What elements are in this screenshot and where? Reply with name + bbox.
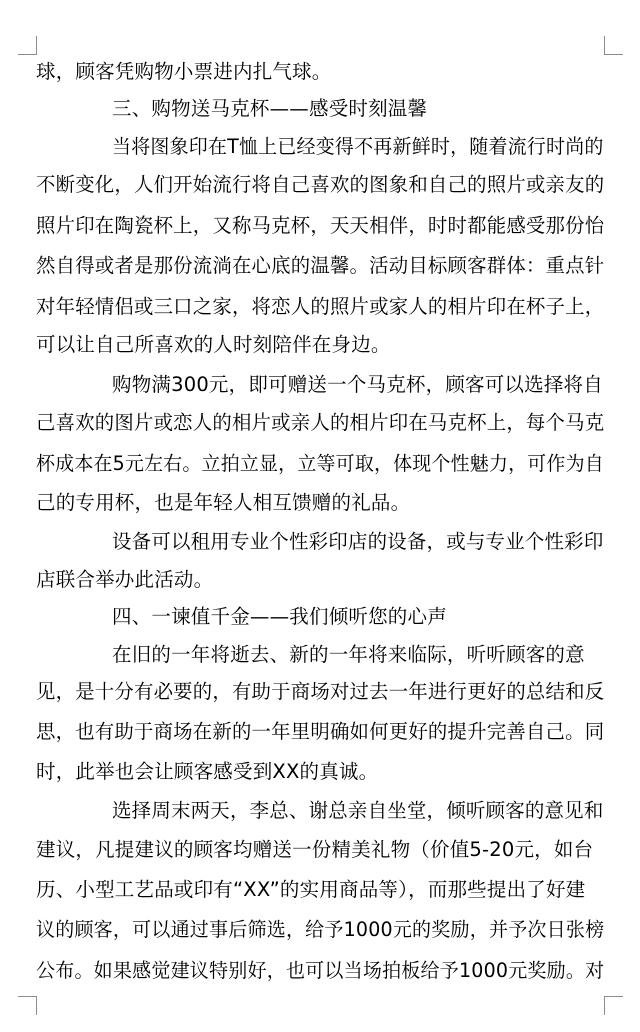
text-line: 店联合举办此活动。 bbox=[36, 568, 214, 591]
text-line: 时，此举也会让顾客感受到XX的真诚。 bbox=[36, 760, 379, 783]
crop-mark-bottom-right bbox=[604, 996, 623, 1015]
crop-mark-top-left bbox=[18, 36, 37, 55]
text-line: 不断变化，人们开始流行将自己喜欢的图象和自己的照片或亲友的 bbox=[36, 173, 605, 196]
section-heading: 四、一谏值千金——我们倾听您的心声 bbox=[112, 605, 447, 628]
text-line: 购物满300元，即可赠送一个马克杯，顾客可以选择将自 bbox=[112, 373, 603, 396]
text-line: 照片印在陶瓷杯上，又称马克杯，天天相伴，时时都能感受那份怡 bbox=[36, 214, 605, 237]
crop-mark-bottom-left bbox=[18, 996, 37, 1015]
text-line: 建议，凡提建议的顾客均赠送一份精美礼物（价值5-20元，如台 bbox=[36, 838, 594, 861]
text-line: 可以让自己所喜欢的人时刻陪伴在身边。 bbox=[36, 333, 391, 356]
text-line: 当将图象印在T恤上已经变得不再新鲜时，随着流行时尚的 bbox=[112, 135, 604, 158]
text-line: 己的专用杯，也是年轻人相互馈赠的礼品。 bbox=[36, 491, 411, 514]
text-line: 议的顾客，可以通过事后筛选，给予1000元的奖励，并予次日张榜 bbox=[36, 918, 605, 941]
text-line: 设备可以租用专业个性彩印店的设备，或与专业个性彩印 bbox=[112, 530, 604, 553]
text-line: 思，也有助于商场在新的一年里明确如何更好的提升完善自己。同 bbox=[36, 720, 605, 743]
text-line: 选择周末两天，李总、谢总亲自坐堂，倾听顾客的意见和 bbox=[112, 799, 604, 822]
section-heading: 三、购物送马克杯——感受时刻温馨 bbox=[112, 97, 428, 120]
text-line: 球，顾客凭购物小票进内扎气球。 bbox=[36, 60, 332, 83]
text-line: 公布。如果感觉建议特别好，也可以当场拍板给予1000元奖励。对 bbox=[36, 959, 605, 982]
text-line: 在旧的一年将逝去、新的一年将来临际，听听顾客的意 bbox=[112, 643, 585, 666]
text-line: 己喜欢的图片或恋人的相片或亲人的相片印在马克杯上，每个马克 bbox=[36, 411, 605, 434]
crop-mark-top-right bbox=[604, 36, 623, 55]
text-line: 见，是十分有必要的，有助于商场对过去一年进行更好的总结和反 bbox=[36, 680, 605, 703]
text-line: 杯成本在5元左右。立拍立显，立等可取，体现个性魅力，可作为自 bbox=[36, 452, 604, 475]
text-line: 然自得或者是那份流淌在心底的温馨。活动目标顾客群体：重点针 bbox=[36, 254, 605, 277]
text-line: 历、小型工艺品或印有“XX”的实用商品等），而那些提出了好建 bbox=[36, 878, 586, 901]
text-line: 对年轻情侣或三口之家，将恋人的照片或家人的相片印在杯子上， bbox=[36, 295, 605, 318]
